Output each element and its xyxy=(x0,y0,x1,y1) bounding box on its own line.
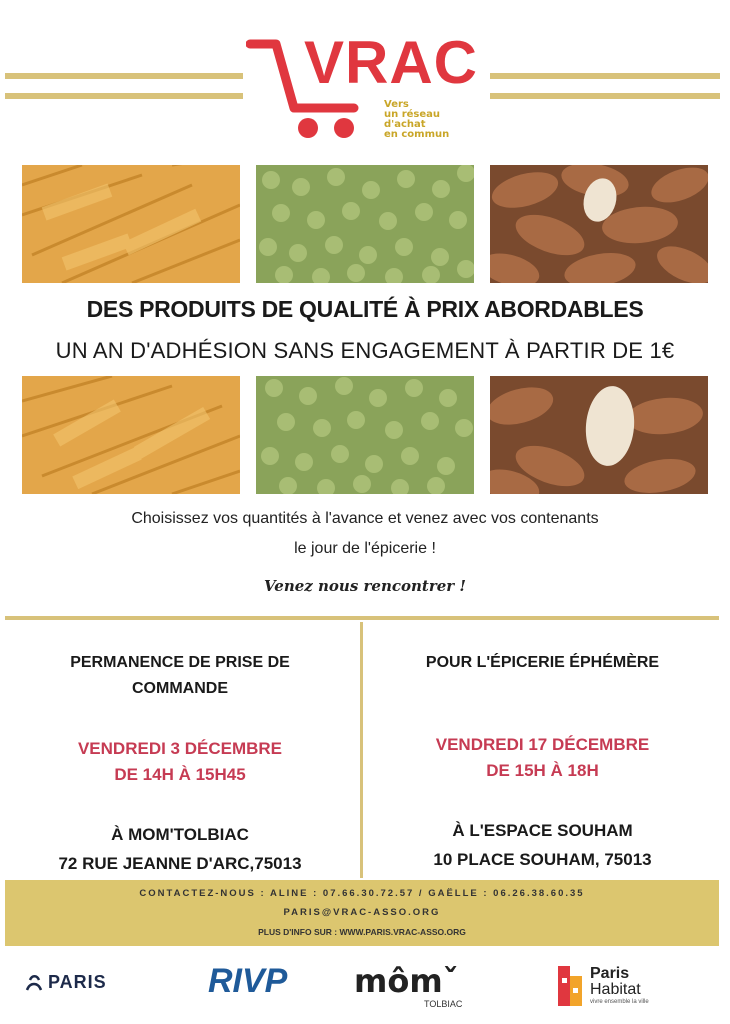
almonds-photo-top xyxy=(490,165,708,283)
paris-habitat-logo-line1: Paris xyxy=(590,965,630,982)
paris-logo-icon xyxy=(24,972,44,994)
ephemeral-grocery xyxy=(385,650,700,874)
peas-photo-bottom xyxy=(256,376,474,494)
paris-habitat-icon xyxy=(558,966,584,1006)
almonds-photo-bottom xyxy=(490,376,708,494)
pasta-photo-top xyxy=(22,165,240,283)
order-session-venue: À MOM'TOLBIAC xyxy=(111,825,249,844)
almonds-icon xyxy=(490,165,708,283)
vrac-logo xyxy=(246,28,479,143)
split-peas-icon xyxy=(256,376,474,494)
grocery-address: 10 PLACE SOUHAM, 75013 xyxy=(433,850,652,869)
order-session-date: VENDREDI 3 DÉCEMBRE xyxy=(77,739,283,758)
intro-cta: Venez nous rencontrer ! xyxy=(264,577,466,595)
contact-website[interactable]: PLUS D'INFO SUR : WWW.PARIS.VRAC-ASSO.ORG xyxy=(258,927,466,937)
paris-habitat-tagline: vivre ensemble la ville xyxy=(590,999,649,1005)
grocery-venue: À L'ESPACE SOUHAM xyxy=(452,821,633,840)
header-line-left-2 xyxy=(5,93,243,99)
logo-tagline: Vers un réseau d'achat en commun xyxy=(384,99,450,140)
header-line-right-1 xyxy=(490,73,720,79)
contact-phones: CONTACTEZ-NOUS : ALINE : 07.66.30.72.57 / GAËLLE : 06.26.38.60.35 xyxy=(139,888,585,899)
grocery-date: VENDREDI 17 DÉCEMBRE xyxy=(435,735,650,754)
order-session-time: DE 14H À 15H45 xyxy=(114,765,246,784)
pasta-icon xyxy=(22,165,240,283)
pasta-photo-bottom xyxy=(22,376,240,494)
pasta-icon xyxy=(22,376,240,494)
split-peas-icon xyxy=(256,165,474,283)
intro-line-2: le jour de l'épicerie ! xyxy=(294,540,436,557)
mom-tolbiac-label: TOLBIAC xyxy=(424,999,463,1009)
rivp-logo: RIVP xyxy=(208,962,288,1000)
intro-line-1: Choisissez vos quantités à l'avance et venez avec vos contenants xyxy=(131,510,599,527)
order-session-heading-2: COMMANDE xyxy=(132,680,228,697)
mom-logo: mômˇ xyxy=(354,962,459,1000)
order-session xyxy=(30,650,330,878)
order-session-heading-1: PERMANENCE DE PRISE DE xyxy=(70,654,290,671)
grocery-time: DE 15H À 18H xyxy=(486,761,599,780)
headline-main: DES PRODUITS DE QUALITÉ À PRIX ABORDABLES xyxy=(86,296,644,322)
peas-photo-top xyxy=(256,165,474,283)
paris-logo: PARIS xyxy=(48,972,107,992)
contact-email[interactable]: PARIS@VRAC-ASSO.ORG xyxy=(283,907,441,918)
logo-wordmark: VRAC xyxy=(304,29,479,96)
paris-habitat-logo-line2: Habitat xyxy=(590,981,641,998)
headline-sub: UN AN D'ADHÉSION SANS ENGAGEMENT À PARTIR DE 1€ xyxy=(55,338,675,363)
almonds-icon xyxy=(490,376,708,494)
header-line-right-2 xyxy=(490,93,720,99)
order-session-address: 72 RUE JEANNE D'ARC,75013 xyxy=(58,854,302,873)
header-line-left-1 xyxy=(5,73,243,79)
column-divider xyxy=(360,622,363,878)
grocery-heading: POUR L'ÉPICERIE ÉPHÉMÈRE xyxy=(425,654,660,671)
section-divider xyxy=(5,616,719,620)
contact-band xyxy=(5,880,719,946)
